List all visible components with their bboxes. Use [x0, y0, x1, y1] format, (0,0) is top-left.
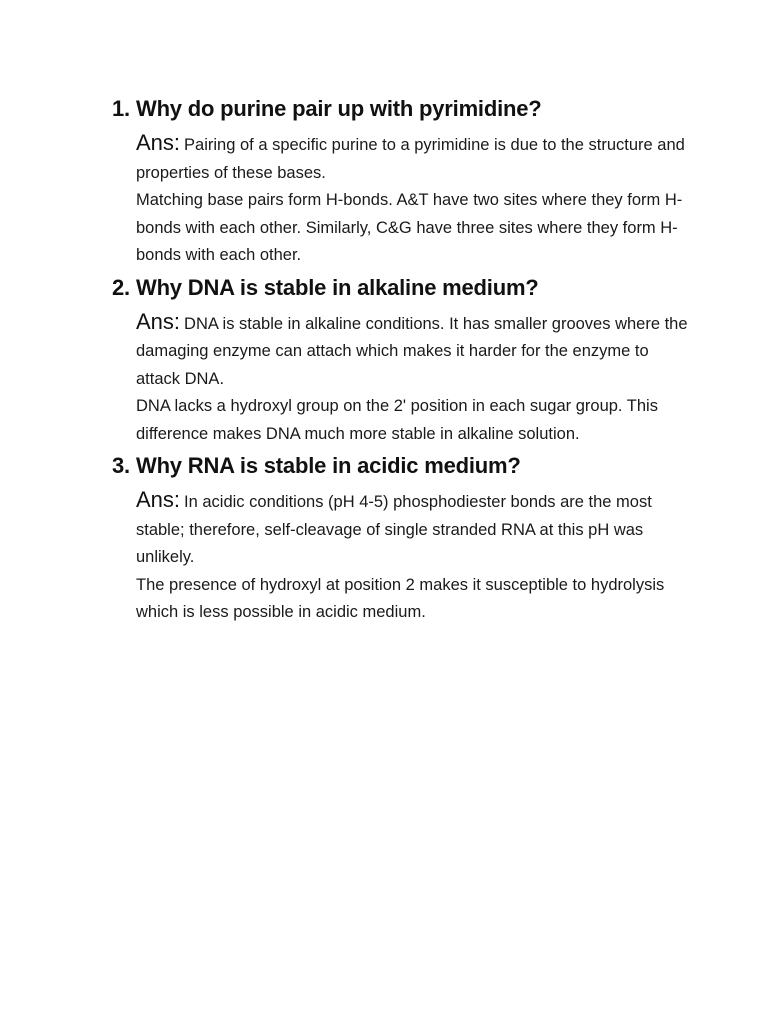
- question-number: 1.: [112, 96, 130, 121]
- answer-block: [136, 129, 692, 270]
- answer-text: In acidic conditions (pH 4-5) phosphodiester bonds are the most stable; therefore, self-cleavage of single stranded RNA at this pH was unlikely.: [136, 493, 652, 566]
- question-text: Why RNA is stable in acidic medium?: [136, 453, 521, 478]
- answer-paragraph: The presence of hydroxyl at position 2 makes it susceptible to hydrolysis which is less possible in acidic medium.: [136, 575, 665, 621]
- answer-paragraph: [136, 486, 692, 572]
- answer-paragraph: Matching base pairs form H-bonds. A&T have two sites where they form H-bonds with each other. Similarly, C&G have three sites where they form H-bonds with each other.: [136, 191, 683, 264]
- answer-block: [136, 486, 692, 627]
- question-heading: [112, 272, 692, 304]
- ans-label: Ans:: [136, 487, 181, 512]
- answer-paragraph: [136, 308, 692, 394]
- answer-text: DNA is stable in alkaline conditions. It has smaller grooves where the damaging enzyme can attach which makes it harder for the enzyme to attack DNA.: [136, 314, 688, 388]
- question-number: 2.: [112, 274, 130, 300]
- answer-text: Pairing of a specific purine to a pyrimidine is due to the structure and properties of these bases.: [136, 136, 685, 182]
- answer-paragraph: DNA lacks a hydroxyl group on the 2' position in each sugar group. This difference makes DNA much more stable in alkaline solution.: [136, 397, 658, 443]
- question-list: [112, 93, 692, 629]
- question-number: 3.: [112, 453, 130, 478]
- question-item-3: [112, 450, 692, 627]
- question-text: Why DNA is stable in alkaline medium?: [136, 274, 539, 300]
- question-item-2: [112, 272, 692, 449]
- question-text: Why do purine pair up with pyrimidine?: [136, 96, 542, 121]
- answer-paragraph: [136, 129, 692, 187]
- ans-label: Ans:: [136, 308, 181, 334]
- question-heading: [112, 450, 692, 482]
- ans-label: Ans:: [136, 130, 181, 155]
- question-item-1: [112, 93, 692, 270]
- answer-block: [136, 308, 692, 449]
- question-heading: [112, 93, 692, 125]
